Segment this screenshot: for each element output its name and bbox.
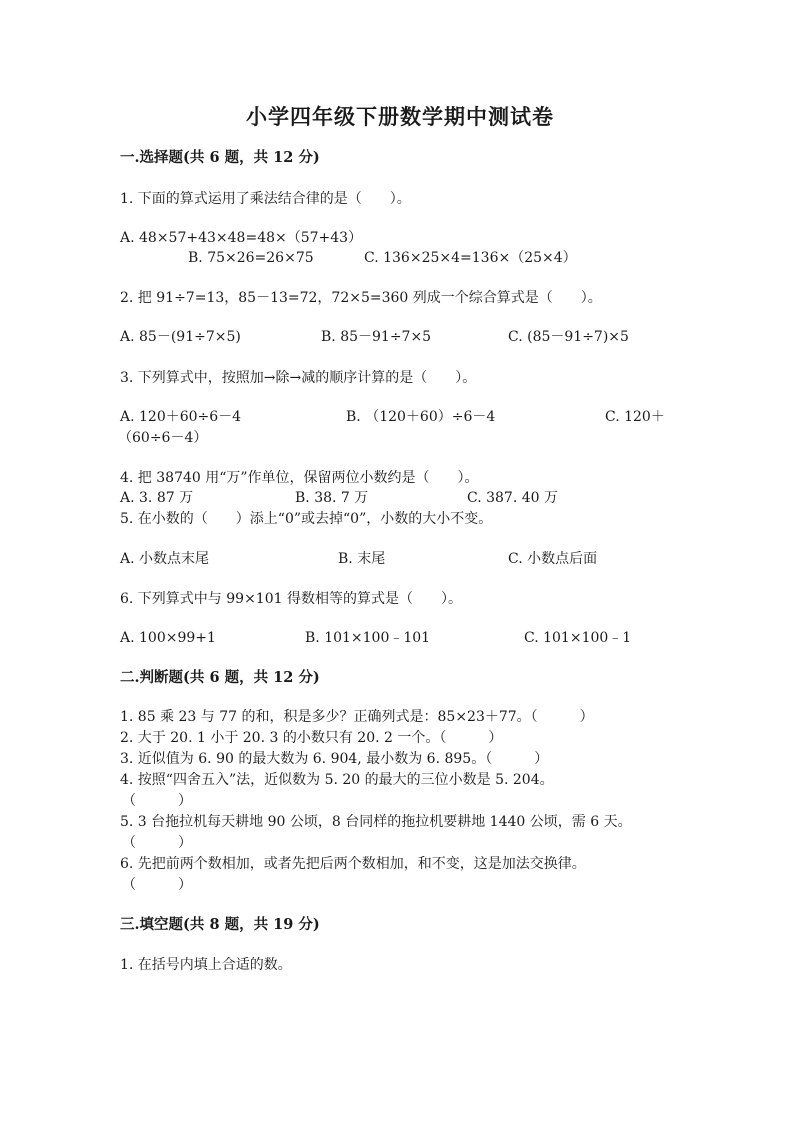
s1-q6-option-b: B. 101×100﹣101 [305,630,431,646]
s2-item-4: 4. 按照“四舍五入”法，近似数为 5. 20 的最大的三位小数是 5. 204。 [120,772,554,788]
s1-q1-option-a: A. 48×57+43×48=48×（57+43） [120,230,363,246]
s2-item-4-bracket: （ ） [122,793,192,809]
page-title: 小学四年级下册数学期中测试卷 [246,104,554,129]
s2-item-1: 1. 85 乘 23 与 77 的和，积是多少？正确列式是：85×23＋77。（ ） [120,709,594,725]
s1-q1-option-b: B. 75×26=26×75 [188,250,314,266]
s1-q6-option-a: A. 100×99+1 [120,630,216,646]
s1-q4-option-b: B. 38. 7 万 [295,490,369,506]
s1-q3-stem: 3. 下列算式中，按照加→除→减的顺序计算的是（ ）。 [120,370,477,386]
section-2-heading: 二.判断题(共 6 题，共 12 分) [120,669,320,686]
s1-q5-option-c: C. 小数点后面 [508,551,598,567]
s1-q4-stem: 4. 把 38740 用“万”作单位，保留两位小数约是（ ）。 [120,470,479,486]
s2-item-3: 3. 近似值为 6. 90 的最大数为 6. 904, 最小数为 6. 895。（ ） [120,751,549,767]
s2-item-6-bracket: （ ） [122,877,192,893]
s1-q5-stem: 5. 在小数的（ ）添上“0”或去掉“0”，小数的大小不变。 [120,511,493,527]
s1-q6-option-c: C. 101×100﹣1 [524,630,632,646]
s3-q1-stem: 1. 在括号内填上合适的数。 [120,957,292,973]
s2-item-5-bracket: （ ） [122,835,192,851]
s1-q6-stem: 6. 下列算式中与 99×101 得数相等的算式是（ ）。 [120,591,462,607]
s2-item-5: 5. 3 台拖拉机每天耕地 90 公顷，8 台同样的拖拉机要耕地 1440 公顷，需 6 天。 [120,814,632,830]
s1-q5-option-b: B. 末尾 [338,551,386,567]
s1-q3-option-c: C. 120＋ [605,409,665,425]
s1-q1-stem: 1. 下面的算式运用了乘法结合律的是（ ）。 [120,191,411,207]
s2-item-6: 6. 先把前两个数相加，或者先把后两个数相加，和不变，这是加法交换律。 [120,856,586,872]
s1-q3-option-a: A. 120＋60÷6－4 [120,409,242,425]
s1-q2-option-a: A. 85－(91÷7×5) [120,329,241,345]
s1-q5-option-a: A. 小数点末尾 [120,551,210,567]
s1-q3-option-b: B. （120＋60）÷6－4 [346,409,496,425]
s1-q2-option-b: B. 85－91÷7×5 [321,329,432,345]
s2-item-2: 2. 大于 20. 1 小于 20. 3 的小数只有 20. 2 一个。（ ） [120,730,503,746]
s1-q1-option-c: C. 136×25×4=136×（25×4） [364,250,577,266]
section-3-heading: 三.填空题(共 8 题，共 19 分) [120,916,320,933]
s1-q2-option-c: C. (85－91÷7)×5 [508,329,629,345]
s1-q3-option-c-continued: （60÷6－4） [118,430,208,446]
s1-q2-stem: 2. 把 91÷7=13，85－13=72，72×5=360 列成一个综合算式是（ ）。 [120,290,602,306]
s1-q4-option-a: A. 3. 87 万 [120,490,194,506]
s1-q4-option-c: C. 387. 40 万 [467,490,558,506]
section-1-heading: 一.选择题(共 6 题，共 12 分) [120,149,320,166]
